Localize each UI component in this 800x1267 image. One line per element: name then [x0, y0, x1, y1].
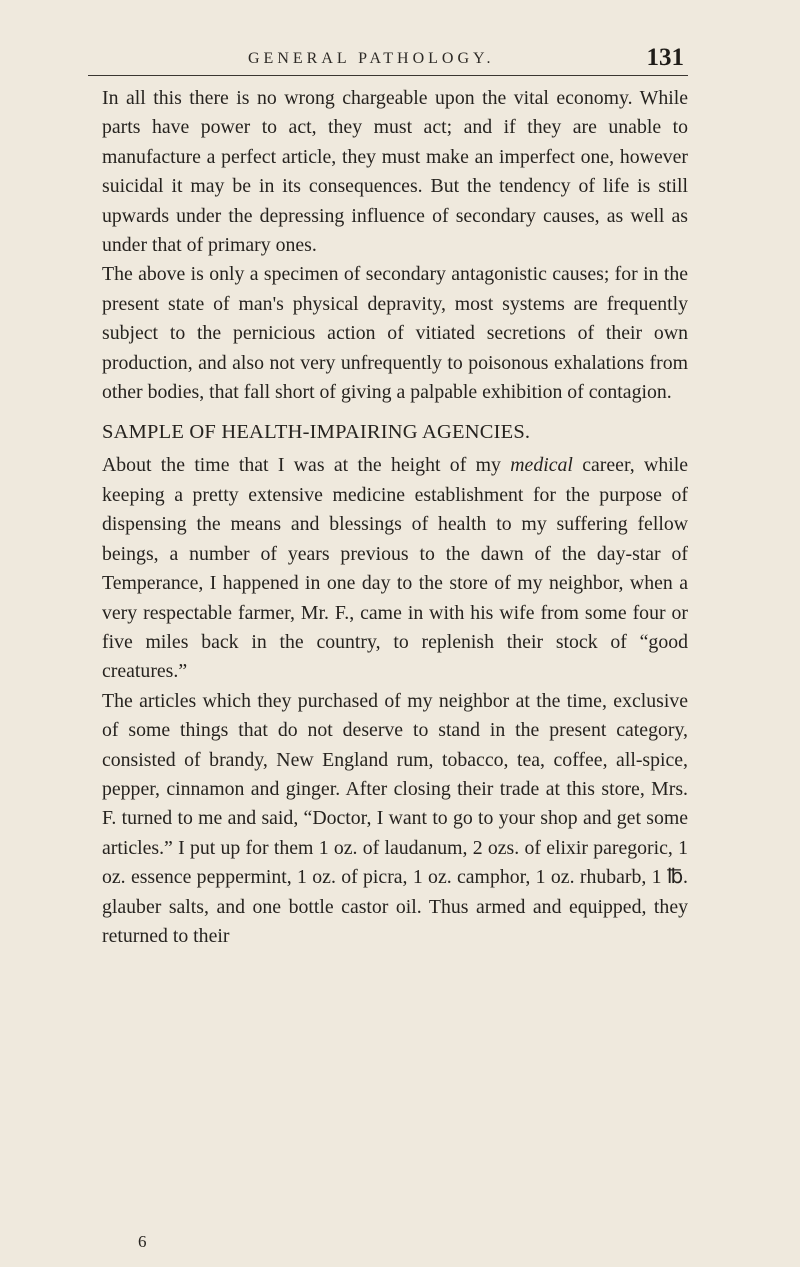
- header-rule: [88, 75, 688, 76]
- paragraph: [102, 451, 688, 686]
- running-head: GENERAL PATHOLOGY.: [248, 50, 495, 67]
- page-header: [88, 44, 688, 76]
- section-heading: SAMPLE OF HEALTH-IMPAIRING AGENCIES.: [102, 421, 531, 444]
- paragraph: In all this there is no wrong chargeable upon the vital economy. While parts have power to act, they must act; and if they are unable to manufacture a perfect article, they must make an imperfect one, however suicidal it may be in its consequences. But the tendency of life is still upwards under the depressing influence of secondary causes, as well as under that of primary ones.: [102, 87, 688, 257]
- paragraph: The above is only a specimen of secondary antagonistic causes; for in the present state of man's physical depravity, most systems are frequently subject to the pernicious action of vitiated secretions of their own production, and also not very unfrequently to poisonous exhalations from other bodies, that fall short of giving a palpable exhibition of contagion.: [102, 263, 688, 404]
- page-number: 131: [646, 44, 684, 71]
- paragraph: The articles which they purchased of my neighbor at the time, exclusive of some things that do not deserve to stand in the present category, consisted of brandy, New England rum, tobacco, tea, coffee, all-spice, pepper, cinnamon and ginger. After closing their trade at this store, Mrs. F. turned to me and said, “Doctor, I want to go to your shop and get some articles.” I put up for them 1 oz. of laudanum, 2 ozs. of elixir paregoric, 1 oz. essence peppermint, 1 oz. of picra, 1 oz. camphor, 1 oz. rhubarb, 1 ℔. glauber salts, and one bottle castor oil. Thus armed and equipped, they returned to their: [102, 689, 688, 947]
- paragraph-text: About the time that I was at the height of my: [102, 454, 511, 477]
- paragraph-text: career, while keeping a pretty extensive medicine establishment for the purpose of dispensing the means and blessings of health to my suffering fellow beings, a number of years previous to the dawn of the day-star of Temperance, I happened in one day to the store of my neighbor, when a very respectable farmer, Mr. F., came in with his wife from some four or five miles back in the country, to replenish their stock of “good creatures.”: [102, 454, 688, 683]
- emphasis-text: medical: [510, 454, 573, 477]
- signature-mark: 6: [138, 1232, 147, 1251]
- body-text: [102, 84, 688, 951]
